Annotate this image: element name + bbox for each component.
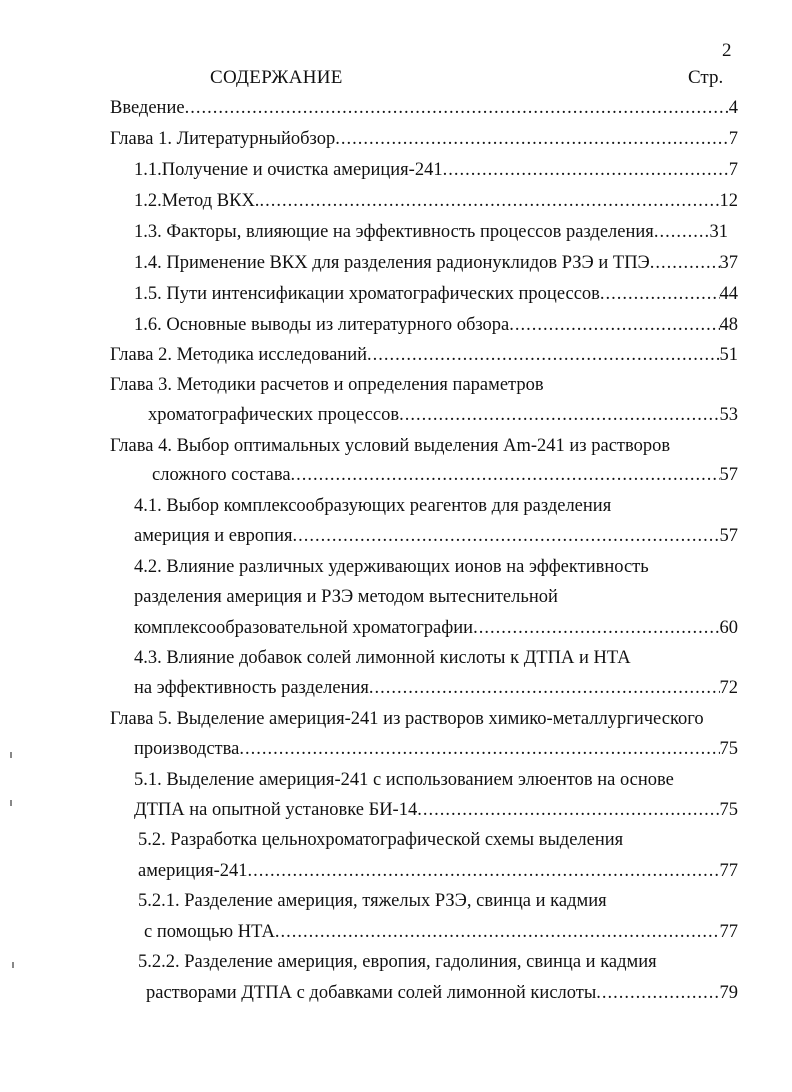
toc-entry-title: Глава 1. Литературныйобзор	[110, 129, 336, 149]
toc-entry-title: Глава 2. Методика исследований	[110, 345, 367, 365]
toc-entry-page: 60	[719, 618, 738, 638]
scan-speck	[10, 752, 12, 758]
toc-entry-title-line: Глава 3. Методики расчетов и определения параметров	[110, 375, 544, 395]
toc-entry-title: америция-241	[138, 861, 248, 881]
leader-dots	[293, 524, 720, 548]
toc-entry-page: 4	[728, 98, 738, 118]
scan-speck	[12, 962, 14, 968]
toc-entry-page: 53	[719, 405, 738, 425]
toc-entry-page: 12	[719, 191, 738, 211]
toc-entry-title-line: 4.2. Влияние различных удерживающих ионов на эффективность	[134, 557, 649, 577]
toc-entry	[110, 127, 738, 151]
toc-entry-title: 1.6. Основные выводы из литературного обзора	[134, 315, 510, 335]
toc-entry-page: 7	[728, 129, 738, 149]
toc-entry-title-line: Глава 4. Выбор оптимальных условий выделения Am-241 из растворов	[110, 436, 671, 456]
toc-entry-title-line: 5.2.2. Разделение америция, европия, гадолиния, свинца и кадмия	[138, 952, 657, 972]
toc-entry	[134, 676, 738, 700]
leader-dots	[259, 189, 719, 213]
toc-heading: СОДЕРЖАНИЕ	[210, 67, 343, 88]
toc-entry-title: 1.3. Факторы, влияющие на эффективность процессов разделения	[134, 222, 654, 242]
leader-dots	[239, 737, 719, 761]
toc-entry-title-line: разделения америция и РЗЭ методом вытеснительной	[134, 587, 558, 607]
leader-dots	[654, 220, 710, 244]
leader-dots	[600, 282, 720, 306]
toc-entry	[134, 798, 738, 822]
leader-dots	[291, 463, 720, 487]
toc-entry-title-line: 5.2.1. Разделение америция, тяжелых РЗЭ, свинца и кадмия	[138, 891, 607, 911]
toc-entry-title-line: 5.1. Выделение америция-241 с использованием элюентов на основе	[134, 770, 674, 790]
toc-entry-page: 77	[719, 861, 738, 881]
toc-entry-page: 44	[719, 284, 738, 304]
scan-speck	[10, 800, 12, 806]
toc-entry	[134, 158, 738, 182]
toc-entry	[134, 282, 738, 306]
toc-entry-page: 75	[719, 800, 738, 820]
page-number: 2	[722, 40, 732, 61]
toc-entry	[134, 737, 738, 761]
toc-entry-title: ДТПА на опытной установке БИ-14	[134, 800, 418, 820]
toc-entry-page: 51	[719, 345, 738, 365]
leader-dots	[509, 313, 719, 337]
toc-entry-title: на эффективность разделения	[134, 678, 369, 698]
toc-entry-title-line: 4.3. Влияние добавок солей лимонной кислоты к ДТПА и НТА	[134, 648, 631, 668]
toc-entry-title: растворами ДТПА с добавками солей лимонной кислоты	[146, 983, 597, 1003]
toc-entry-page: 57	[719, 465, 738, 485]
toc-entry	[134, 220, 728, 244]
page-column-label: Стр.	[688, 67, 724, 88]
toc-entry-page: 37	[719, 253, 738, 273]
toc-entry	[134, 189, 738, 213]
toc-entry-page: 57	[719, 526, 738, 546]
leader-dots	[399, 403, 719, 427]
toc-entry-title: 1.5. Пути интенсификации хроматографических процессов	[134, 284, 600, 304]
leader-dots	[473, 616, 719, 640]
toc-entry-title: сложного состава	[152, 465, 291, 485]
toc-entry-title: хроматографических процессов	[148, 405, 400, 425]
toc-entry-page: 79	[719, 983, 738, 1003]
toc-entry	[152, 463, 738, 487]
toc-entry	[134, 251, 738, 275]
toc-entry-page: 77	[719, 922, 738, 942]
leader-dots	[650, 251, 720, 275]
leader-dots	[367, 343, 720, 367]
leader-dots	[335, 127, 729, 151]
leader-dots	[185, 96, 729, 120]
toc-entry-title: 1.2.Метод ВКХ.	[134, 191, 260, 211]
toc-entry	[146, 981, 738, 1005]
toc-entry	[134, 616, 738, 640]
toc-entry-title: производства	[134, 739, 240, 759]
toc-entry-title-line: Глава 5. Выделение америция-241 из растворов химико-металлургического	[110, 709, 704, 729]
toc-entry-title: комплексообразовательной хроматографии	[134, 618, 474, 638]
leader-dots	[275, 920, 720, 944]
toc-entry-title: с помощью НТА	[144, 922, 275, 942]
toc-entry	[134, 313, 738, 337]
toc-entry	[144, 920, 738, 944]
toc-entry-page: 72	[719, 678, 738, 698]
toc-entry	[110, 343, 738, 367]
toc-entry-page: 48	[719, 315, 738, 335]
toc-entry-title: Введение	[110, 98, 185, 118]
toc-entry-title-line: 4.1. Выбор комплексообразующих реагентов для разделения	[134, 496, 612, 516]
toc-entry	[110, 96, 738, 120]
toc-entry-title-line: 5.2. Разработка цельнохроматографической схемы выделения	[138, 830, 624, 850]
toc-entry	[134, 524, 738, 548]
toc-entry	[138, 859, 738, 883]
toc-entry-title: америция и европия	[134, 526, 293, 546]
leader-dots	[443, 158, 729, 182]
toc-entry-page: 31	[709, 222, 728, 242]
toc-entry-title: 1.4. Применение ВКХ для разделения радионуклидов РЗЭ и ТПЭ	[134, 253, 650, 273]
leader-dots	[417, 798, 719, 822]
toc-entry-page: 75	[719, 739, 738, 759]
toc-entry	[148, 403, 738, 427]
leader-dots	[369, 676, 720, 700]
leader-dots	[248, 859, 720, 883]
toc-entry-title: 1.1.Получение и очистка америция-241	[134, 160, 443, 180]
leader-dots	[596, 981, 719, 1005]
toc-entry-page: 7	[728, 160, 738, 180]
